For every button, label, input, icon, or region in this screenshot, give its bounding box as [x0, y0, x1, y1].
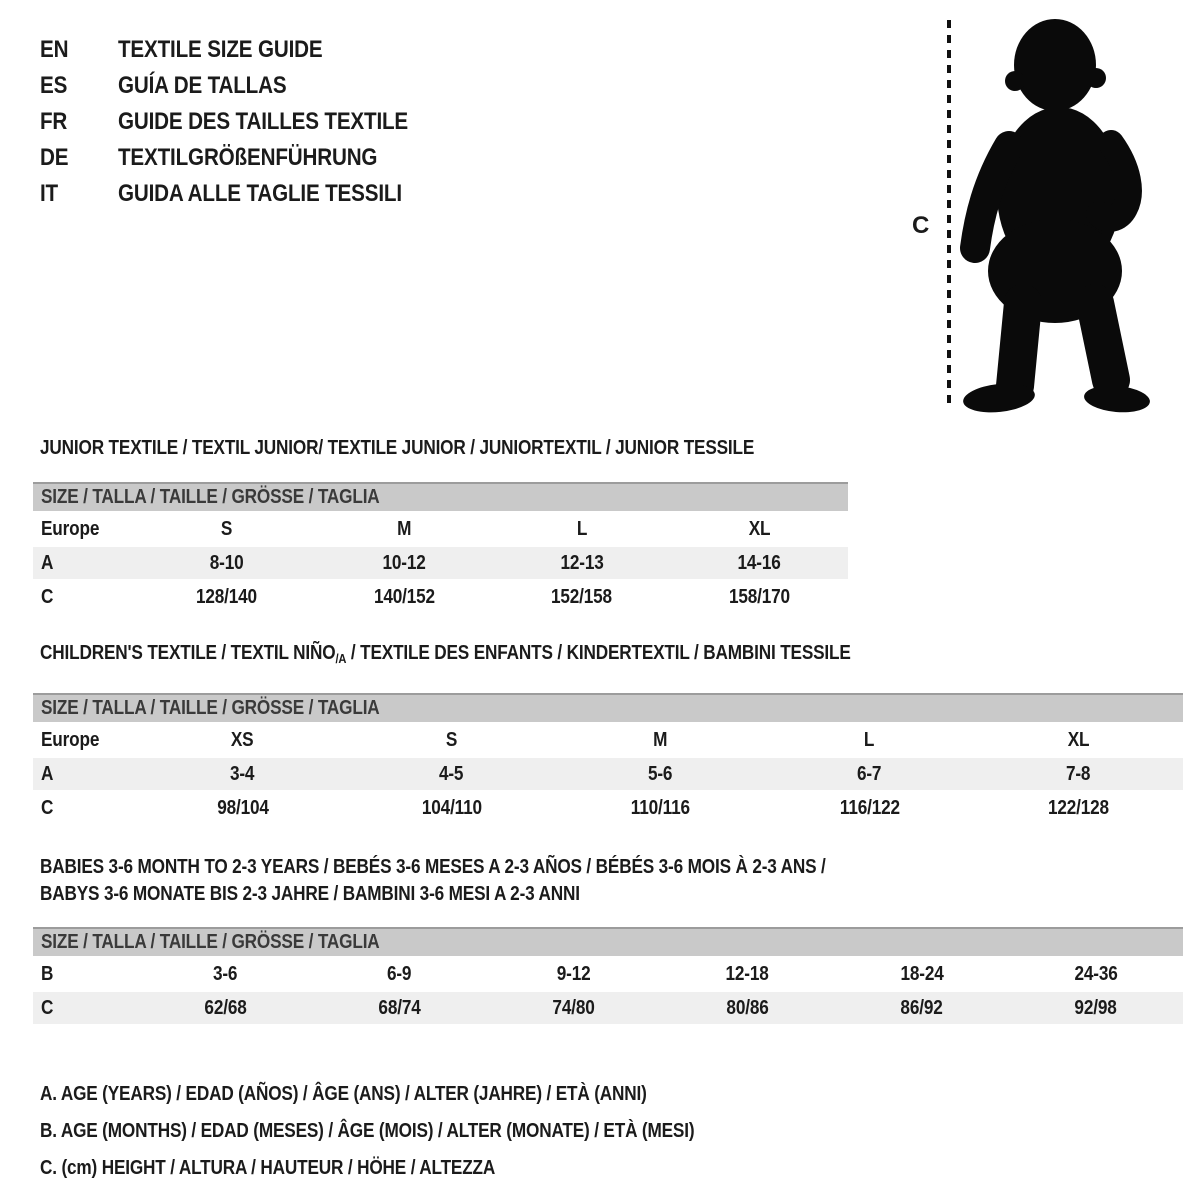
size-cell: [556, 724, 765, 756]
cell-text: 116/122: [839, 796, 900, 819]
cell-text: 5-6: [648, 762, 673, 785]
row-label: Europe: [41, 728, 100, 751]
cell-text: M: [397, 517, 412, 540]
babies-title-line2: BABYS 3-6 MONATE BIS 2-3 JAHRE / BAMBINI 3-6 MESI A 2-3 ANNI: [40, 883, 580, 905]
lang-row-en: [40, 32, 455, 68]
lang-code: IT: [40, 180, 59, 207]
table-header-row: [33, 927, 1183, 956]
legend-line-a: [40, 1076, 1183, 1113]
children-section-title: [33, 641, 1183, 671]
table-row-height: [33, 792, 1183, 824]
lang-title: TEXTILGRÖßENFÜHRUNG: [118, 144, 378, 171]
cell-text: 6-9: [387, 962, 412, 985]
lang-title: GUÍA DE TALLAS: [118, 72, 287, 99]
size-cell: [974, 758, 1183, 790]
size-cell: [1009, 992, 1183, 1024]
row-label: B: [41, 962, 54, 985]
size-cell: [556, 792, 765, 824]
size-cell: [1009, 958, 1183, 990]
size-cell: [138, 724, 347, 756]
legend-text: B. AGE (MONTHS) / EDAD (MESES) / ÂGE (MOIS) / ALTER (MONATE) / ETÀ (MESI): [40, 1120, 695, 1142]
size-cell: [138, 792, 347, 824]
cell-text: 10-12: [382, 551, 426, 574]
size-cell: [974, 792, 1183, 824]
legend-line-b: [40, 1113, 1183, 1150]
size-header-cell: [33, 482, 848, 511]
size-cell: [316, 581, 494, 613]
cell-text: 12-18: [725, 962, 770, 985]
lang-title: GUIDA ALLE TAGLIE TESSILI: [118, 180, 402, 207]
cell-text: 74/80: [552, 996, 595, 1019]
lang-row-de: [40, 140, 455, 176]
legend-text: A. AGE (YEARS) / EDAD (AÑOS) / ÂGE (ANS) / ALTER (JAHRE) / ETÀ (ANNI): [40, 1083, 647, 1105]
row-label-cell: [33, 513, 138, 545]
cell-text: 14-16: [737, 551, 781, 574]
size-cell: [138, 513, 316, 545]
size-cell: [486, 958, 660, 990]
lang-code: EN: [40, 36, 69, 63]
size-cell: [671, 513, 849, 545]
cell-text: 68/74: [378, 996, 421, 1019]
cell-text: M: [653, 728, 668, 751]
babies-section-title: [33, 854, 1183, 908]
cell-text: 8-10: [209, 551, 244, 574]
toddler-body: [962, 19, 1151, 416]
lang-code: FR: [40, 108, 68, 135]
cell-text: L: [864, 728, 875, 751]
cell-text: 152/158: [551, 585, 613, 608]
row-label-cell: [33, 581, 138, 613]
children-size-table: [33, 691, 1183, 826]
size-cell: [486, 992, 660, 1024]
size-cell: [671, 581, 849, 613]
cell-text: 158/170: [728, 585, 790, 608]
cell-text: 122/128: [1048, 796, 1109, 819]
size-cell: [493, 513, 671, 545]
cell-text: XL: [1067, 728, 1090, 751]
measure-legend: [33, 1076, 1183, 1187]
row-label: C: [41, 996, 54, 1019]
lang-row-es: [40, 68, 455, 104]
cell-text: 98/104: [216, 796, 269, 819]
size-cell: [835, 958, 1009, 990]
cell-text: XS: [231, 728, 254, 751]
size-cell: [765, 792, 974, 824]
size-cell: [556, 758, 765, 790]
size-cell: [660, 992, 834, 1024]
size-cell: [671, 547, 849, 579]
size-header-text: SIZE / TALLA / TAILLE / GRÖSSE / TAGLIA: [41, 486, 380, 508]
size-header-text: SIZE / TALLA / TAILLE / GRÖSSE / TAGLIA: [41, 697, 380, 719]
table-row-months: [33, 958, 1183, 990]
children-title-text: [40, 641, 851, 671]
cell-text: S: [445, 728, 458, 751]
lang-title: GUIDE DES TAILLES TEXTILE: [118, 108, 409, 135]
junior-section-title: [33, 436, 1183, 460]
cell-text: 12-13: [560, 551, 604, 574]
cell-text: 62/68: [203, 996, 247, 1019]
size-cell: [138, 992, 312, 1024]
size-cell: [765, 724, 974, 756]
lang-code: DE: [40, 144, 69, 171]
row-label-cell: [33, 792, 138, 824]
language-title-list: [40, 32, 455, 212]
measure-c-label: C: [912, 212, 930, 239]
table-header-row: [33, 482, 848, 511]
row-label: A: [41, 551, 54, 574]
row-label-cell: [33, 758, 138, 790]
size-cell: [138, 758, 347, 790]
cell-text: 86/92: [900, 996, 943, 1019]
size-cell: [493, 547, 671, 579]
size-cell: [765, 758, 974, 790]
cell-text: XL: [748, 517, 771, 540]
cell-text: 4-5: [439, 762, 464, 785]
table-row-age: [33, 758, 1183, 790]
title-pre: CHILDREN'S TEXTILE / TEXTIL NIÑO: [40, 642, 336, 664]
size-cell: [138, 958, 312, 990]
size-cell: [316, 513, 494, 545]
row-label: C: [41, 796, 54, 819]
size-cell: [347, 792, 556, 824]
cell-text: 92/98: [1074, 996, 1117, 1019]
size-cell: [312, 958, 486, 990]
lang-row-it: [40, 176, 455, 212]
size-cell: [660, 958, 834, 990]
row-label: A: [41, 762, 54, 785]
lang-code: ES: [40, 72, 68, 99]
size-header-text: SIZE / TALLA / TAILLE / GRÖSSE / TAGLIA: [41, 931, 380, 953]
row-label: Europe: [41, 517, 100, 540]
cell-text: 128/140: [196, 585, 258, 608]
babies-title-line1: BABIES 3-6 MONTH TO 2-3 YEARS / BEBÉS 3-6 MESES A 2-3 AÑOS / BÉBÉS 3-6 MOIS À 2-3 ANS /: [40, 856, 826, 878]
size-cell: [347, 758, 556, 790]
cell-text: 18-24: [900, 962, 944, 985]
babies-size-table: [33, 925, 1183, 1026]
row-label-cell: [33, 547, 138, 579]
row-label-cell: [33, 724, 138, 756]
junior-title-text: JUNIOR TEXTILE / TEXTIL JUNIOR/ TEXTILE JUNIOR / JUNIORTEXTIL / JUNIOR TESSILE: [40, 437, 755, 459]
table-row-europe: [33, 513, 848, 545]
cell-text: 24-36: [1074, 962, 1118, 985]
table-header-row: [33, 693, 1183, 722]
size-cell: [316, 547, 494, 579]
cell-text: 9-12: [556, 962, 591, 985]
legend-text: C. (cm) HEIGHT / ALTURA / HAUTEUR / HÖHE / ALTEZZA: [40, 1157, 496, 1179]
lang-title: TEXTILE SIZE GUIDE: [118, 36, 323, 63]
size-cell: [347, 724, 556, 756]
junior-size-table: [33, 480, 848, 615]
cell-text: 3-4: [230, 762, 255, 785]
size-cell: [138, 581, 316, 613]
cell-text: 3-6: [212, 962, 238, 985]
size-header-cell: [33, 927, 1183, 956]
title-post: / TEXTILE DES ENFANTS / KINDERTEXTIL / BAMBINI TESSILE: [346, 642, 851, 664]
size-cell: [493, 581, 671, 613]
cell-text: L: [576, 517, 587, 540]
cell-text: 140/152: [373, 585, 435, 608]
cell-text: 110/116: [630, 796, 691, 819]
title-subscript: /A: [335, 651, 347, 666]
cell-text: 104/110: [421, 796, 482, 819]
lang-row-fr: [40, 104, 455, 140]
size-cell: [974, 724, 1183, 756]
size-header-cell: [33, 693, 1183, 722]
legend-line-c: [40, 1150, 1183, 1187]
table-row-height: [33, 992, 1183, 1024]
size-cell: [835, 992, 1009, 1024]
cell-text: 6-7: [857, 762, 882, 785]
size-cell: [312, 992, 486, 1024]
size-tables: [33, 436, 1183, 1187]
table-row-europe: [33, 724, 1183, 756]
row-label-cell: [33, 958, 138, 990]
toddler-silhouette: [935, 8, 1185, 418]
table-row-height: [33, 581, 848, 613]
row-label: C: [41, 585, 54, 608]
table-row-age: [33, 547, 848, 579]
cell-text: S: [221, 517, 233, 540]
size-cell: [138, 547, 316, 579]
cell-text: 7-8: [1066, 762, 1091, 785]
row-label-cell: [33, 992, 138, 1024]
cell-text: 80/86: [726, 996, 769, 1019]
